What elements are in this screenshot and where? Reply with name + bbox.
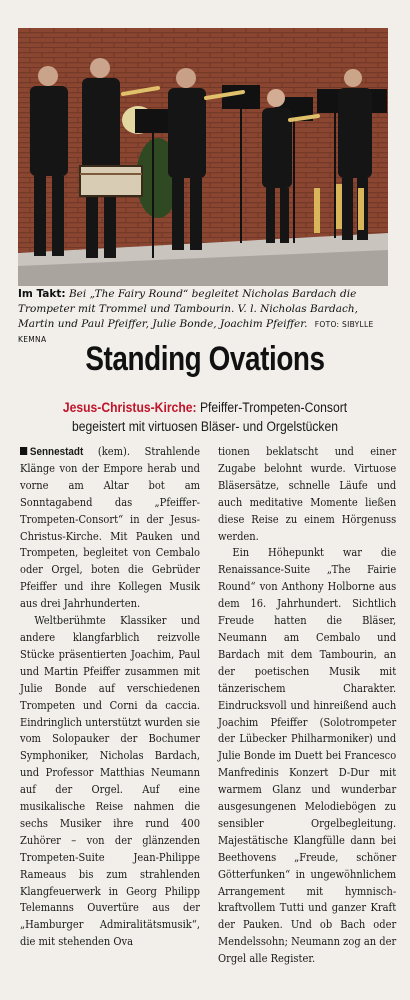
article-column-left [20,444,200,951]
concert-photo [18,28,388,286]
paragraph-3 [218,545,396,968]
paragraph-1-text: (kem). Strahlende Klänge von der Empore herab und vorne am Altar bot am Sonntagabend das „Pfeiffer-Trompeten-Consort“ in der Jesus-Christus-Kirche. Mit Pauken und Trompeten, begleitet von Cembalo oder Orgel, boten die Gebrüder Pfeiffer und ihre Kollegen Musik aus drei Jahrhunderten. [20,445,200,611]
caption-text: Bei „The Fairy Round“ begleitet Nicholas Bardach die Trompeter mit Trommel und Tambourin. V. l. Nicholas Bardach, Martin und Paul Pfeiffer, Julie Bonde, Joachim Pfeiffer. [18,288,358,330]
photo-credit: FOTO: SIBYLLE KEMNA [18,320,374,344]
caption-lead: Im Takt: [18,288,66,300]
paragraph-2-text-continued: tionen beklatscht und einer Zugabe belohnt wurde. Virtuose Bläsersätze, schnelle Läufe und auch meditative Momente ließen diese Reise zu einem Hörgenuss werden. [218,445,397,543]
bullet-square-icon [20,447,27,455]
article-column-right [218,444,396,968]
paragraph-3-text: Ein Höhepunkt war die Renaissance-Suite „The Fairie Round“ von Anthony Holborne aus dem 16. Jahrhundert. Sichtlich Freude hatten die Bläser, Neumann am Cembalo und Bardach mit dem Tambourin, an der poetischen Musik mit tänzerischem Charakter. Eindrucksvoll und hinreißend auch Joachim Pfeiffer (Solotrompeter der Lübecker Philharmoniker) und Julie Bonde im Duett bei Francesco Manfredinis Konzert D-Dur mit warmem Glanz und wunderbar ausgesungenen Melodiebögen zu sensibler Orgelbegleitung. Majestätische Klangfülle dann bei Beethovens „Freude, schöner Götterfunken“ in ungewöhnlichem Arrangement mit hymnisch-kraftvollem Tutti und ganzer Kraft der Pauken. Und ob Bach oder Mendelssohn; Neumann zog an der Orgel alle Register. [218,546,397,966]
article-headline: Standing Ovations [85,340,325,378]
photo-caption [18,287,390,347]
article-subheadline [39,398,372,436]
article-location: Sennestadt [29,446,84,458]
paragraph-2-text: Weltberühmte Klassiker und andere klangfarblich reizvolle Stücke präsentierten Joachim, Paul und Martin Pfeiffer zusammen mit Julie Bonde auf verschiedenen Trompeten und Corni da caccia. Eindringlich unterstützt wurden sie vom Solopauker der Bochumer Symphoniker, Nicholas Bardach, und Professor Matthias Neumann auf der Orgel. Auf eine musikalische Reise nahmen die sechs Musiker ihre rund 400 Zuhörer – von der glänzenden Trompeten-Suite Jean-Philippe Rameaus bis zum strahlenden Klangfeuerwerk in Georg Philipp Telemanns Ouvertüre aus der „Hamburger Admiralitätsmusik“, die mit stehenden Ova [20,614,201,949]
subhead-text: Pfeiffer-Trompeten-Consort begeistert mit virtuosen Bläser- und Orgelstücken [71,400,348,434]
paragraph-2 [20,613,200,951]
subhead-kicker: Jesus-Christus-Kirche: [62,400,197,415]
paragraph-1 [20,444,200,613]
concert-photo-illustration [18,28,388,286]
paragraph-2-continued [218,444,396,545]
